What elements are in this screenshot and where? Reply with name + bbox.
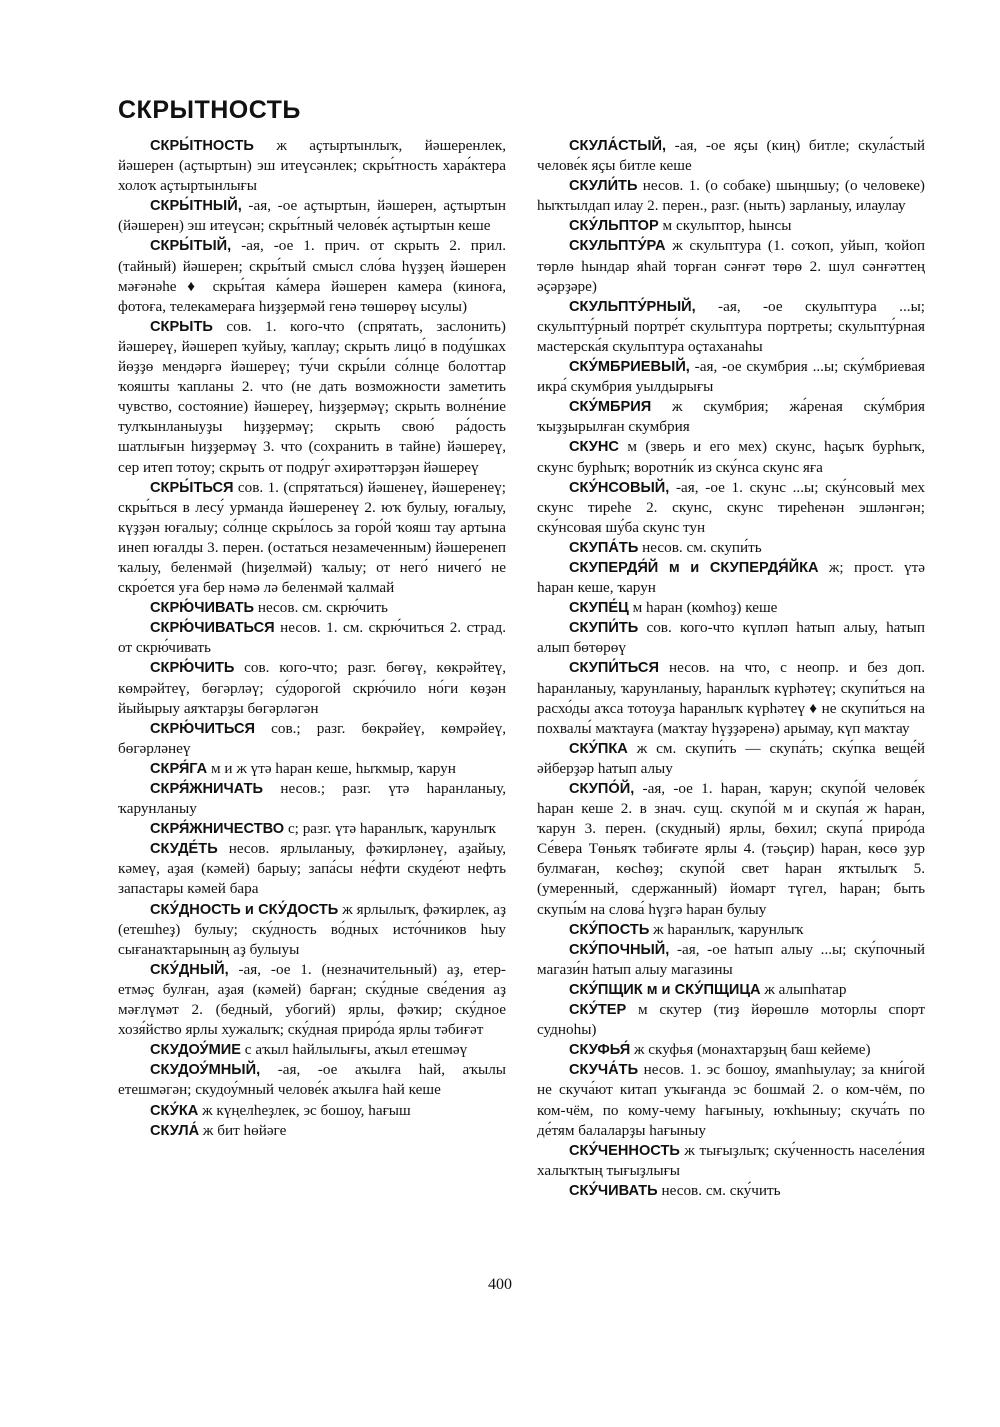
entry-body: ж скульптура (1. соҡоп, уйып, ҡойоп төрлө һындар яһай торған сәнғәт төрө 2. шул сәнғәттең әҫәрҙәре) [537,237,925,295]
entry-body: несов. 1. см. скрю́читься 2. страд. от скрю́чивать [118,619,506,657]
entry-body: ж күңелһеҙлек, эс бошоу, һағыш [198,1101,411,1119]
right-column [537,136,925,1201]
dictionary-entry [118,317,506,478]
dictionary-entry [537,1060,925,1140]
headword: СКУ́ТЕР [569,1002,627,1019]
dictionary-entry [537,538,925,558]
entry-body: сов.; разг. бөкрәйеү, көмрәйеү, бөгәрләнеү [118,719,506,757]
headword: СКУПИ́ТЬСЯ [569,660,659,677]
running-header: СКРЫТНОСТЬ [118,96,301,124]
entry-body: -ая, -ое һатып алыу ...ы; ску́почный магази́н һатып алыу магазины [537,940,925,978]
entry-body: -ая, -ое аҫтыртын, йәшерен, аҫтыртын (йәшерен) эш итеүсән; скры́тный челове́к аҫтыртын кеше [118,197,506,235]
entry-body: ж; прост. үтә һаран кеше, ҡарун [537,558,925,597]
entry-body: несов. 1. эс бошоу, ямanһыулау; за кни́гой не скуча́ют китап уҡығанда эс бошмай 2. о ком-чём, по ком-чём, по кому-чему һағыныу, юҡһыныу; скуча́ть по де́тям балаларҙы һағыныу [537,1061,925,1139]
dictionary-entry [537,437,925,477]
dictionary-entry [118,478,506,599]
dictionary-entry [118,1040,506,1060]
headword: СКУ́НСОВЫЙ, [569,479,670,496]
dictionary-entry [118,779,506,819]
headword: СКУ́ПЩИК м и СКУ́ПЩИЦА [569,981,761,998]
headword: СКРЯ́ЖНИЧЕСТВО [150,821,285,838]
entry-body: несов. 1. (о собаке) шыңшыу; (о человеке) һыҡтылдап илау 2. перен., разг. (ныть) зарланыу, илаулау [537,177,925,215]
dictionary-entry [537,1000,925,1040]
headword: СКУЛА́СТЫЙ, [569,138,667,154]
dictionary-entry [537,1141,925,1181]
dictionary-entry [537,216,925,236]
dictionary-entry [537,236,925,296]
headword: СКУ́ЧИВАТЬ [569,1182,658,1199]
dictionary-entry [118,196,506,236]
entry-body: -ая, -ое 1. (незначительный) аҙ, етер-етмәҫ булған, аҙая (кәмей) барған; ску́дные све́дения аҙ мәғлүмәт 2. (бедный, убогий) ярлы, фәҡир; ску́дное хозя́йство ярлы хужалыҡ; ску́дная приро́да ярлы тәбиғәт [118,960,506,1039]
headword: СКУДЕ́ТЬ [150,841,218,858]
dictionary-entry [537,598,925,618]
headword: СКРЮ́ЧИВАТЬ [150,600,255,617]
entry-body: несов.; разг. үтә һаранланыу, ҡарунланыу [118,780,506,818]
entry-body: м һаран (комһоҙ) кеше [628,599,778,617]
headword: СКУ́ДНОСТЬ и СКУ́ДОСТЬ [150,901,339,918]
dictionary-entry [118,1121,506,1141]
dictionary-entry [537,297,925,357]
entry-body: сов. 1. кого-что (спрятать, заслонить) йәшереү, йәшереп ҡуйыу, ҡаплау; скрыть лицо́ в поду́шках йөҙҙө мендәргә йәшереү; ту́чи скры́ли со́лнце болоттар ҡояшты ҡапланы 2. что (не дать возможности заметить чувство, состояние) йәшереү, һиҙҙермәү; скрыть волне́ние тулҡынланыуҙы һиҙҙермәү; скрыть свою́ ра́дость шатлығын һиҙҙермәү 3. что (сохранить в тайне) йәшереү, сер итеп тотоу; скрыть от подру́г әхирәттәрҙән йәшереү [118,317,506,476]
entry-body: несов. см. скрю́чить [254,599,388,617]
headword: СКРЫ́ТНЫЙ, [150,198,242,215]
headword: СКУ́ЛЬПТОР [569,218,659,235]
dictionary-entry [537,739,925,779]
entry-body: -ая, -ое 1. прич. от скрыть 2. прил. (тайный) йәшерен; скры́тый смысл сло́ва һүҙҙең йәшерен мәғәнәһе ♦ скры́тая ка́мера йәшерен камера (киноға, фотоға, телекамераға һиҙҙермәй генә төшөрөү ысулы) [118,237,506,315]
entry-body: с аҡыл һайлылығы, аҡыл етешмәү [241,1041,468,1059]
headword: СКРЮ́ЧИВАТЬСЯ [150,620,275,637]
entry-body: сов. кого-что күпләп һатып алыу, һатып алып бөтөрөү [537,619,925,657]
dictionary-entry [537,558,925,598]
dictionary-entry [118,819,506,839]
entry-body: с; разг. үтә һаранлыҡ, ҡарунлыҡ [284,820,496,838]
entry-body: несов. см. ску́чить [657,1181,781,1199]
dictionary-entry [118,1060,506,1100]
entry-body: ж тығыҙлыҡ; ску́ченность населе́ния халыҡтың тығыҙлығы [537,1141,925,1179]
entry-body: ж см. скупи́ть — скупа́ть; ску́пка веще́й әйберҙәр һатып алыу [537,739,925,777]
headword: СКУЧА́ТЬ [569,1062,639,1079]
entry-body: несов. см. скупи́ть [638,538,762,556]
left-column [118,136,506,1141]
headword: СКУДОУ́МНЫЙ, [150,1062,261,1079]
dictionary-entry [118,960,506,1040]
headword: СКУЛЬПТУ́РНЫЙ, [569,298,696,315]
headword: СКУДОУ́МИЕ [150,1042,241,1059]
dictionary-entry [118,618,506,658]
dictionary-entry [118,839,506,899]
headword: СКУ́КА [150,1102,199,1119]
headword: СКРЯ́ГА [150,760,208,777]
dictionary-entry [537,397,925,437]
dictionary-entry [118,719,506,759]
entry-body: -ая, -ое аҡылға һай, аҡылы етешмәгән; скудоу́мный челове́к аҡылға һай кеше [118,1061,506,1099]
dictionary-entry [537,658,925,738]
entry-body: м (зверь и его мех) скунс, һаҫыҡ бурһыҡ, скунс бурһыҡ; воротни́к из ску́нса скунс яға [537,438,925,476]
dictionary-entry [537,136,925,176]
entry-body: -ая, -ое 1. скунс ...ы; ску́нсовый мех скунс тиреһе 2. скунс, скунс тиреһенән эшләнгән; ску́нсовая шу́ба скунс тун [537,478,925,536]
headword: СКУ́ДНЫЙ, [150,961,229,978]
entry-body: м скутер (тиҙ йөрөшлө моторлы спорт судноһы) [537,1001,925,1039]
dictionary-entry [118,136,506,196]
headword: СКУПИ́ТЬ [569,620,639,637]
dictionary-entry [537,980,925,1000]
dictionary-entry [537,779,925,920]
entry-body: -ая, -ое яҫы (киң) битле; скула́стый челове́к яҫы битле кеше [537,137,925,175]
headword: СКУПЕ́Ц [569,600,629,617]
dictionary-entry [118,1101,506,1121]
headword: СКУ́ПОЧНЫЙ, [569,941,670,958]
headword: СКУ́ПОСТЬ [569,921,650,938]
entry-body: ж аҫтыртынлыҡ, йәшеренлек, йәшерен (аҫтыртын) эш итеүсәнлек; скры́тность хара́ктера холоҡ аҫтыртынлығы [118,137,506,195]
page-number: 400 [488,1276,512,1293]
headword: СКРЮ́ЧИТЬ [150,660,235,677]
entry-body: несов. ярлыланыу, фәҡирләнеү, аҙайыу, кәмеү, аҙая (кәмей) барыу; запа́сы не́фти скуде́ют нефть запастары кәмей бара [118,840,506,898]
headword: СКУПЕРДЯ́Й м и СКУПЕРДЯ́ЙКА [569,559,819,576]
entry-body: сов. кого-что; разг. бөгөү, көкрәйтеү, көмрәйтеү, бөгәрләү; су́дорогой скрю́чило но́ги көҙән йыйырыу аяҡтарҙы бөгәрләгән [118,659,506,717]
entry-body: несов. на что, с неопр. и без доп. һаранланыу, ҡарунланыу, һаранлыҡ күрһәтеү; скупи́ться на расхо́ды аҡса тотоуҙа һаранлыҡ күрһәтеү ♦ не скупи́ться на похвалы́ маҡтауға (маҡтау һүҙҙәренә) арымау, күп маҡтау [537,659,925,737]
entry-body: ж ярлылыҡ, фәҡирлек, аҙ (етешһеҙ) булыу; ску́дность во́дных исто́чников һыу сығанаҡтарының аҙ булыуы [118,900,506,958]
headword: СКРЫ́ТЬСЯ [150,479,234,496]
dictionary-entry [537,478,925,538]
headword: СКУЛЬПТУ́РА [569,238,666,255]
entry-body: ж бит һөйәге [199,1121,287,1139]
dictionary-entry [537,940,925,980]
dictionary-entry [537,357,925,397]
entry-body: ж скуфья (монахтарҙың баш кейеме) [630,1041,871,1059]
dictionary-entry [537,618,925,658]
dictionary-entry [537,176,925,216]
dictionary-entry [118,598,506,618]
entry-body: ж алыпһатар [760,980,847,998]
dictionary-entry [118,759,506,779]
headword: СКРЯ́ЖНИЧАТЬ [150,781,263,797]
entry-body: ж һаранлыҡ, ҡарунлыҡ [649,920,804,938]
headword: СКРЫТЬ [150,318,213,335]
entry-body: сов. 1. (спрятаться) йәшенеү, йәшеренеү; скры́ться в лесу́ урманда йәшеренеү 2. юҡ булыу, юғалыу, күҙҙән юғалыу; со́лнце скры́лось за горо́й ҡояш тау артына инеп юғалды 3. перен. (остаться незамеченным) йәшеренеп ҡалыу, беленмәй (һиҙелмәй) ҡалыу; от него́ ничего́ не скро́ется уға бер нәмә лә беленмәй ҡалмай [118,478,506,597]
headword: СКУФЬЯ́ [569,1042,631,1059]
headword: СКРЫ́ТЫЙ, [150,238,232,255]
dictionary-entry [537,1040,925,1060]
entry-body: -ая, -ое скульптура ...ы; скульпту́рный портре́т скульптура портреты; скульпту́рная мастерска́я скульптура оҫтаханаһы [537,297,925,355]
headword: СКУ́МБРИЯ [569,399,652,416]
headword: СКУ́ЧЕННОСТЬ [569,1142,680,1159]
entry-body: ж скумбрия; жа́реная ску́мбрия ҡыҙҙырылған скумбрия [537,398,925,436]
headword: СКУПА́ТЬ [569,539,639,556]
entry-body: м и ж үтә һаран кеше, һыҡмыр, ҡарун [207,759,456,777]
entry-body: м скульптор, һынсы [658,217,792,235]
entry-body: -ая, -ое 1. һаран, ҡарун; скупо́й челове́к һаран кеше 2. в знач. сущ. скупо́й м и скупа́я ж һаран, ҡарун 3. перен. (скудный) ярлы, бөхил; скупа́ приро́да Се́вера Төньяҡ тәбиғәте ярлы 4. (тәьҫир) һаран, көсө ҙур булмаған, көсһөҙ; скупо́й свет һаран яҡтылыҡ 5. (умеренный, сдержанный) йомарт түгел, һаран; быть скупы́м на слова́ һүҙгә һаран булыу [537,780,925,918]
headword: СКРЫ́ТНОСТЬ [150,138,254,154]
entry-body: -ая, -ое скумбрия ...ы; ску́мбриевая икра́ скумбрия уылдырығы [537,358,925,396]
headword: СКУНС [569,439,619,456]
dictionary-entry [118,236,506,316]
headword: СКУ́МБРИЕВЫЙ, [569,359,690,376]
dictionary-entry [118,658,506,718]
dictionary-entry [537,1181,925,1201]
headword: СКУПО́Й, [569,781,635,797]
dictionary-entry [537,920,925,940]
dictionary-entry [118,900,506,960]
headword: СКУ́ПКА [569,740,628,757]
headword: СКУЛИ́ТЬ [569,178,638,195]
headword: СКРЮ́ЧИТЬСЯ [150,720,256,737]
headword: СКУЛА́ [150,1122,200,1139]
